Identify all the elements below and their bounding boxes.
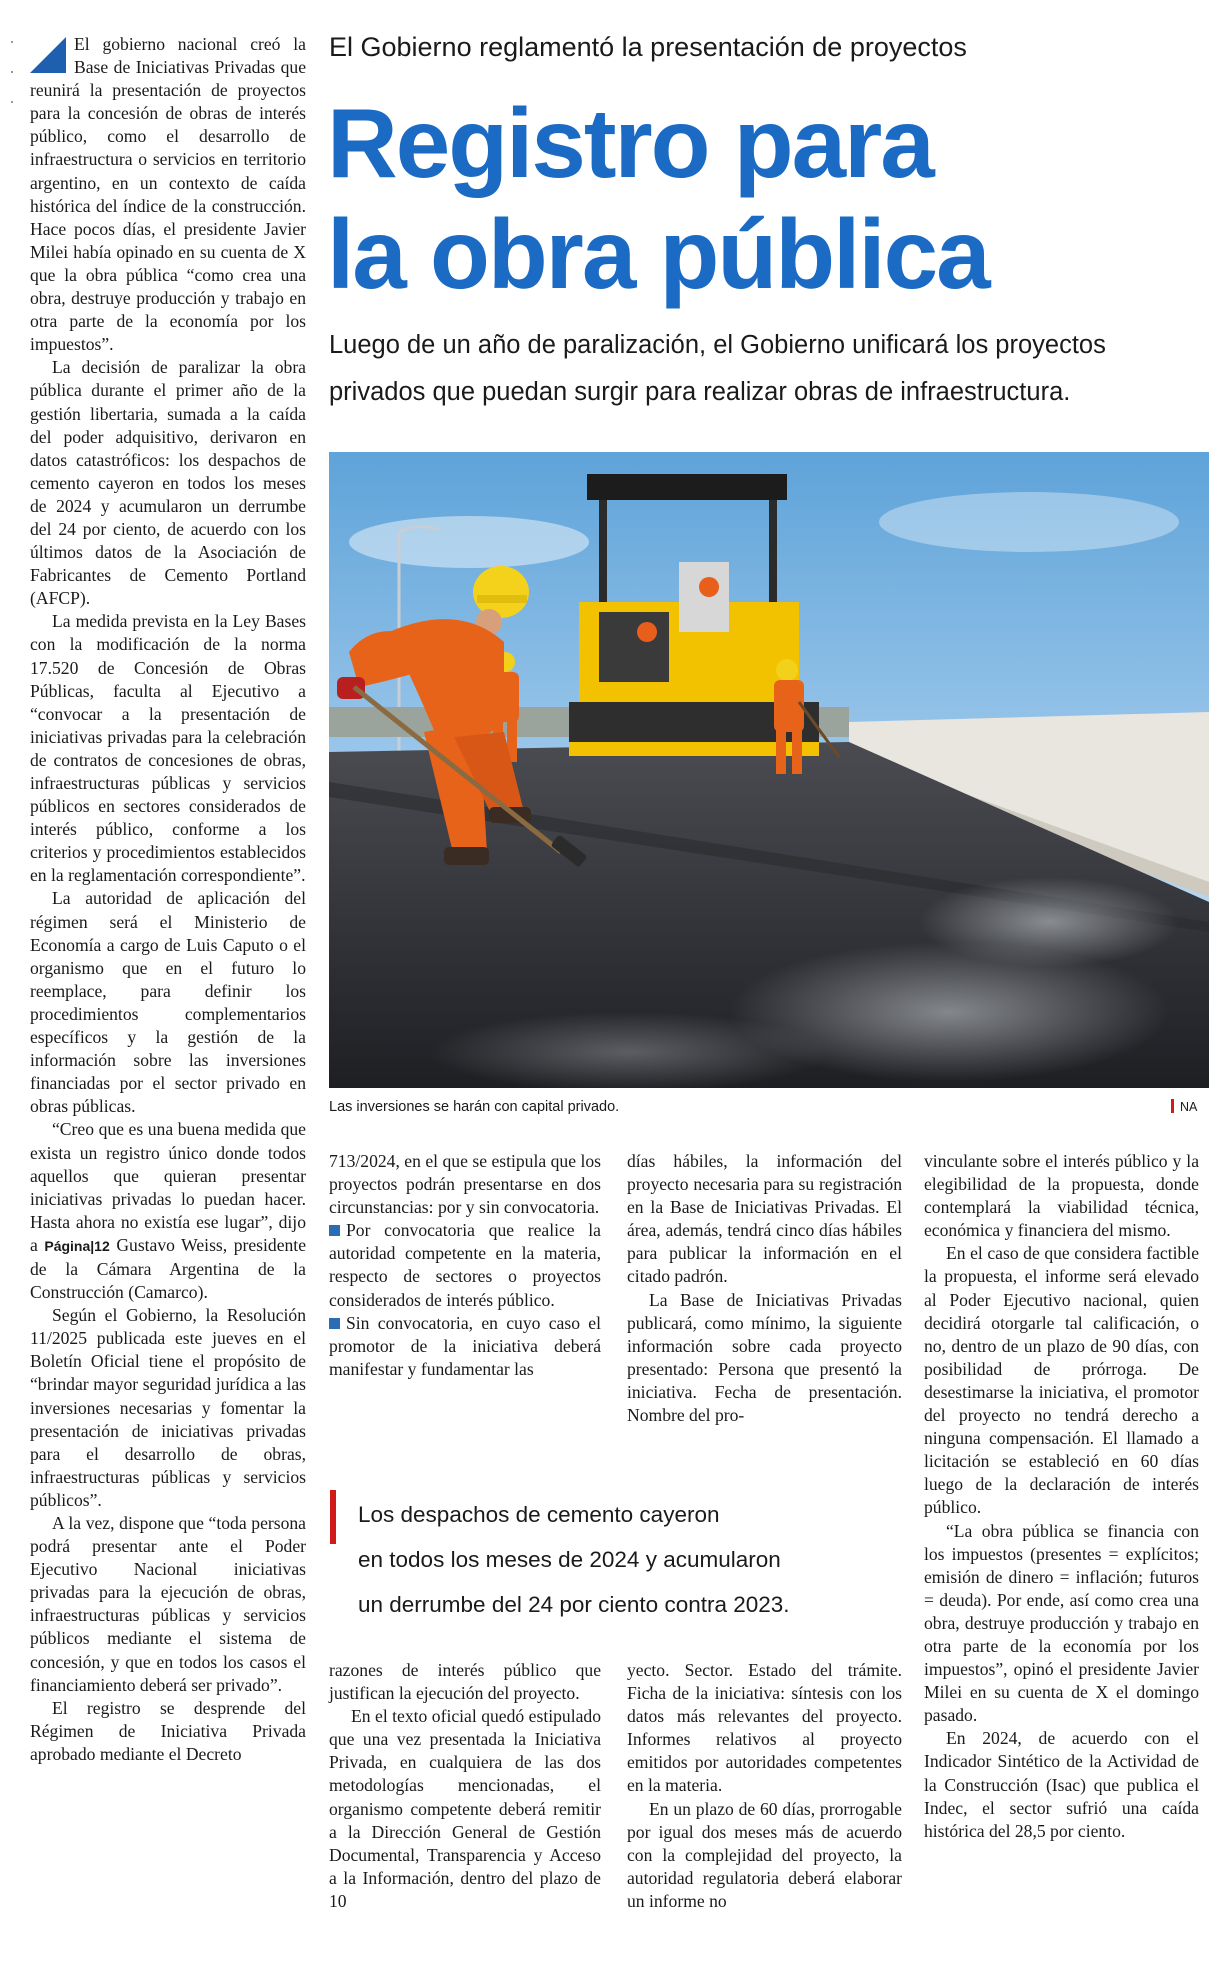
paragraph: días hábiles, la información del proyecto necesaria para su registración en la Base de Iniciativas Privadas. El área, además, tendrá cinco días hábiles para publicar la información en el citado padrón. [627, 1151, 902, 1287]
paragraph: La medida prevista en la Ley Bases con la modificación de la norma 17.520 de Concesión de Obras Públicas, faculta al Ejecutivo a “convocar a la presentación de iniciativas privadas para la celebración de contratos de concesiones de obras, infraestructuras públicas y servicios públicos en sectores considerados de interés público, conforme a los criterios y procedimientos establecidos en la reglamentación correspondiente”. [30, 611, 306, 886]
paragraph: A la vez, dispone que “toda persona podrá presentar ante el Poder Ejecutivo Nacional iniciativas privadas para la ejecución de obras, infraestructuras públicas y servicios públicos mediante el sistema de concesión, y que en todos los casos el financiamiento deberá ser privado”. [30, 1513, 306, 1695]
paragraph: La Base de Iniciativas Privadas publicará, como mínimo, la siguiente información sobre cada proyecto presentado: Persona que presentó la iniciativa. Fecha de presentación. Nombre del pro- [627, 1289, 902, 1426]
credit-rule [1171, 1099, 1174, 1113]
photo-credit [1171, 1099, 1197, 1114]
paragraph: En el caso de que considera factible la propuesta, el informe será elevado al Poder Ejecutivo nacional, quien decidirá otorgarle tal calificación, o no, dentro de un plazo de 90 días, con posibilidad de prórroga. De desestimarse la iniciativa, el promotor del proyecto no tendrá derecho a ninguna compensación. El llamado a licitación se estableció en 60 días luego de la declaración de interés público. [924, 1243, 1199, 1518]
photo-credit-text: NA [1180, 1100, 1198, 1114]
paragraph-quote [30, 1118, 306, 1304]
road-work-illustration [329, 452, 1209, 1088]
column-3-bottom [627, 1659, 902, 1913]
paragraph-lead [30, 33, 306, 356]
newspaper-name: Página|12 [44, 1237, 110, 1254]
section-marker-icon [30, 37, 66, 73]
paragraph: En el texto oficial quedó estipulado que una vez presentada la Iniciativa Privada, en cualquiera de las dos metodologías mencionadas, el organismo competente deberá remitir a la Dirección General de Gestión Documental, Transparencia y Acceso a la Información, dentro del plazo de 10 [329, 1706, 601, 1911]
pull-quote-text [358, 1492, 790, 1627]
bullet-text: Por convocatoria que realice la autoridad competente en la materia, respecto de sectores o proyectos considerados de interés público. [329, 1220, 601, 1310]
paragraph: Según el Gobierno, la Resolución 11/2025 publicada este jueves en el Boletín Oficial tiene el propósito de “brindar mayor seguridad jurídica a las inversiones necesarias y fomentar la presentación de iniciativas privadas para el desarrollo de obras, infraestructuras públicas y servicios públicos”. [30, 1305, 306, 1510]
paragraph: La decisión de paralizar la obra pública durante el primer año de la gestión libertaria, sumada a la caída del poder adquisitivo, derivaron en datos catastróficos: los despachos de cemento cayeron en todos los meses de 2024 y acumularon un derrumbe del 24 por ciento, de acuerdo con los últimos datos de la Asociación de Fabricantes de Cemento Portland (AFCP). [30, 357, 306, 609]
paragraph-lead-text: El gobierno nacional creó la Base de Iniciativas Privadas que reunirá la presentación de proyectos para la concesión de obras de interés público, como el desarrollo de infraestructura o servicios en territorio argentino, en un contexto de caída histórica del índice de la construcción. Hace pocos días, el presidente Javier Milei había opinado en su cuenta de X que la obra pública “como crea una obra, destruye producción y trabajo en otra parte de la economía por los impuestos”. [30, 34, 306, 355]
headline-line-1: Registro para [327, 88, 933, 198]
margin-marks [10, 40, 14, 120]
bullet-square-icon [329, 1318, 340, 1329]
paragraph: La autoridad de aplicación del régimen será el Ministerio de Economía a cargo de Luis Caputo o el organismo que en el futuro lo reemplace, para definir los procedimientos complementarios específicos y la gestión de la información sobre las inversiones financiadas por el sector privado en obras públicas. [30, 888, 306, 1117]
bullet-text: Sin convocatoria, en cuyo caso el promotor de la iniciativa deberá manifestar y fundamentar las [329, 1312, 601, 1379]
headline-line-2: la obra pública [327, 199, 989, 309]
bullet-item [329, 1312, 601, 1381]
quote-attribution: Gustavo Weiss, presidente de la Cámara Argentina de la Construcción (Camarco). [30, 1234, 306, 1303]
pull-quote-line: un derrumbe del 24 por ciento contra 2023. [358, 1592, 790, 1617]
photo-caption: Las inversiones se harán con capital privado. [329, 1099, 620, 1115]
road-work-photo [329, 452, 1209, 1088]
column-3-top [627, 1150, 902, 1427]
paragraph: yecto. Sector. Estado del trámite. Ficha de la iniciativa: síntesis con los datos más relevantes del proyecto. Informes relativos al proyecto emitidos por autoridades competentes en la materia. [627, 1660, 902, 1796]
paragraph: razones de interés público que justifican la ejecución del proyecto. [329, 1660, 601, 1704]
paragraph: En un plazo de 60 días, prorrogable por igual dos meses más de acuerdo con la complejidad del proyecto, la autoridad regulatoria deberá elaborar un informe no [627, 1798, 902, 1911]
quote-text: “Creo que es una buena medida que exista un registro único donde todos aquellos que quieran presentar iniciativas privadas lo puedan hacer. Hasta ahora no existía ese lugar”, dijo a [30, 1119, 306, 1255]
kicker: El Gobierno reglamentó la presentación de proyectos [329, 32, 967, 62]
pull-quote-rule [330, 1490, 336, 1544]
column-2-bottom [329, 1659, 601, 1913]
bullet-square-icon [329, 1225, 340, 1236]
column-left [30, 33, 306, 1766]
column-right [924, 1150, 1199, 1843]
column-2-top [329, 1150, 601, 1381]
paragraph: En 2024, de acuerdo con el Indicador Sintético de la Actividad de la Construcción (Isac) que publica el Indec, el sector sufrió una caída histórica del 28,5 por ciento. [924, 1728, 1199, 1841]
pull-quote-line: Los despachos de cemento cayeron [358, 1502, 720, 1527]
pull-quote [330, 1490, 920, 1627]
bullet-item [329, 1219, 601, 1311]
paragraph: El registro se desprende del Régimen de Iniciativa Privada aprobado mediante el Decreto [30, 1697, 306, 1764]
headline [327, 88, 1207, 310]
pull-quote-line: en todos los meses de 2024 y acumularon [358, 1547, 781, 1572]
paragraph: vinculante sobre el interés público y la elegibilidad de la propuesta, donde contemplará la viabilidad técnica, económica y financiera del mismo. [924, 1151, 1199, 1241]
paragraph: “La obra pública se financia con los impuestos (presentes = explícitos; emisión de dinero = inflación; futuros = deuda). Por ende, así como crea una obra, destruye producción y trabajo en otra parte de la economía por los impuestos”, opinó el presidente Javier Milei en su cuenta de X el domingo pasado. [924, 1520, 1199, 1726]
deck: Luego de un año de paralización, el Gobierno unificará los proyectos privados que puedan surgir para realizar obras de infraestructura. [329, 331, 1106, 406]
paragraph: 713/2024, en el que se estipula que los proyectos podrán presentarse en dos circunstancias: por y sin convocatoria. [329, 1151, 601, 1218]
